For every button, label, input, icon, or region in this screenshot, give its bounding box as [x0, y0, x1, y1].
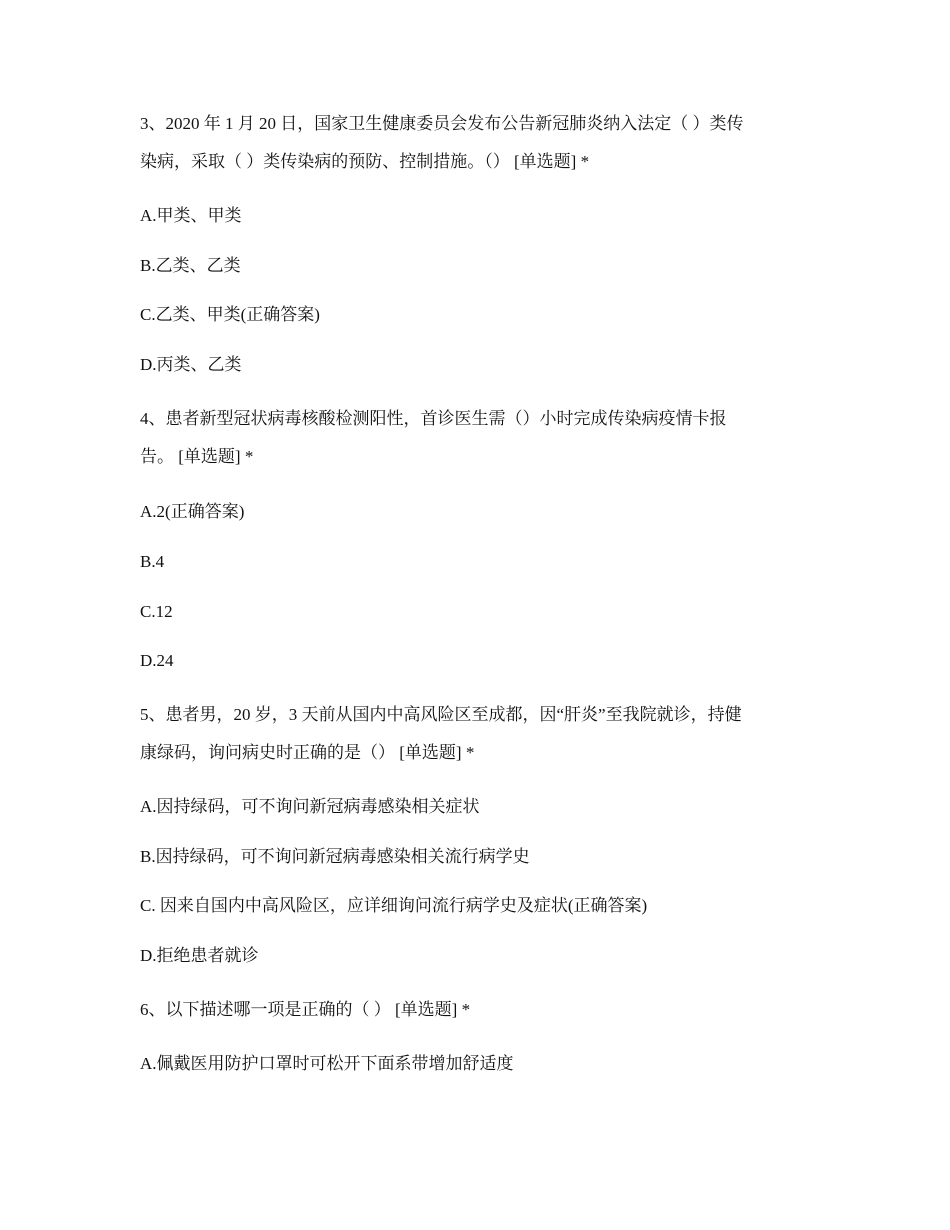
- question-5-option-c: C. 因来自国内中高风险区，应详细询问流行病学史及症状(正确答案): [140, 896, 648, 915]
- question-3-option-c: C.乙类、甲类(正确答案): [140, 305, 320, 324]
- question-5-option-d: D.拒绝患者就诊: [140, 946, 259, 965]
- question-3-option-d: D.丙类、乙类: [140, 355, 242, 374]
- question-5-option-b: B.因持绿码，可不询问新冠病毒感染相关流行病学史: [140, 847, 530, 866]
- question-4-option-d: D.24: [140, 651, 174, 670]
- question-5-stem-line-2: 康绿码，询问病史时正确的是（） [单选题] *: [140, 743, 475, 762]
- question-4-option-a: A.2(正确答案): [140, 502, 245, 521]
- question-4-option-b: B.4: [140, 552, 165, 571]
- question-3-stem-line-2: 染病，采取（ ）类传染病的预防、控制措施。（） [单选题] *: [140, 152, 590, 171]
- question-3-stem-line-1: 3、2020 年 1 月 20 日，国家卫生健康委员会发布公告新冠肺炎纳入法定（ ）类传: [140, 114, 744, 133]
- question-5-option-a: A.因持绿码，可不询问新冠病毒感染相关症状: [140, 797, 480, 816]
- question-6-option-a: A.佩戴医用防护口罩时可松开下面系带增加舒适度: [140, 1054, 514, 1073]
- question-4-stem-line-1: 4、患者新型冠状病毒核酸检测阳性，首诊医生需（）小时完成传染病疫情卡报: [140, 409, 727, 428]
- question-5-stem-line-1: 5、患者男，20 岁，3 天前从国内中高风险区至成都，因“肝炎”至我院就诊，持健: [140, 705, 742, 724]
- question-4-stem-line-2: 告。 [单选题] *: [140, 447, 254, 466]
- question-4-option-c: C.12: [140, 602, 173, 621]
- question-6-stem-line-1: 6、以下描述哪一项是正确的（ ） [单选题] *: [140, 1000, 471, 1019]
- question-3-option-b: B.乙类、乙类: [140, 256, 241, 275]
- question-3-option-a: A.甲类、甲类: [140, 206, 242, 225]
